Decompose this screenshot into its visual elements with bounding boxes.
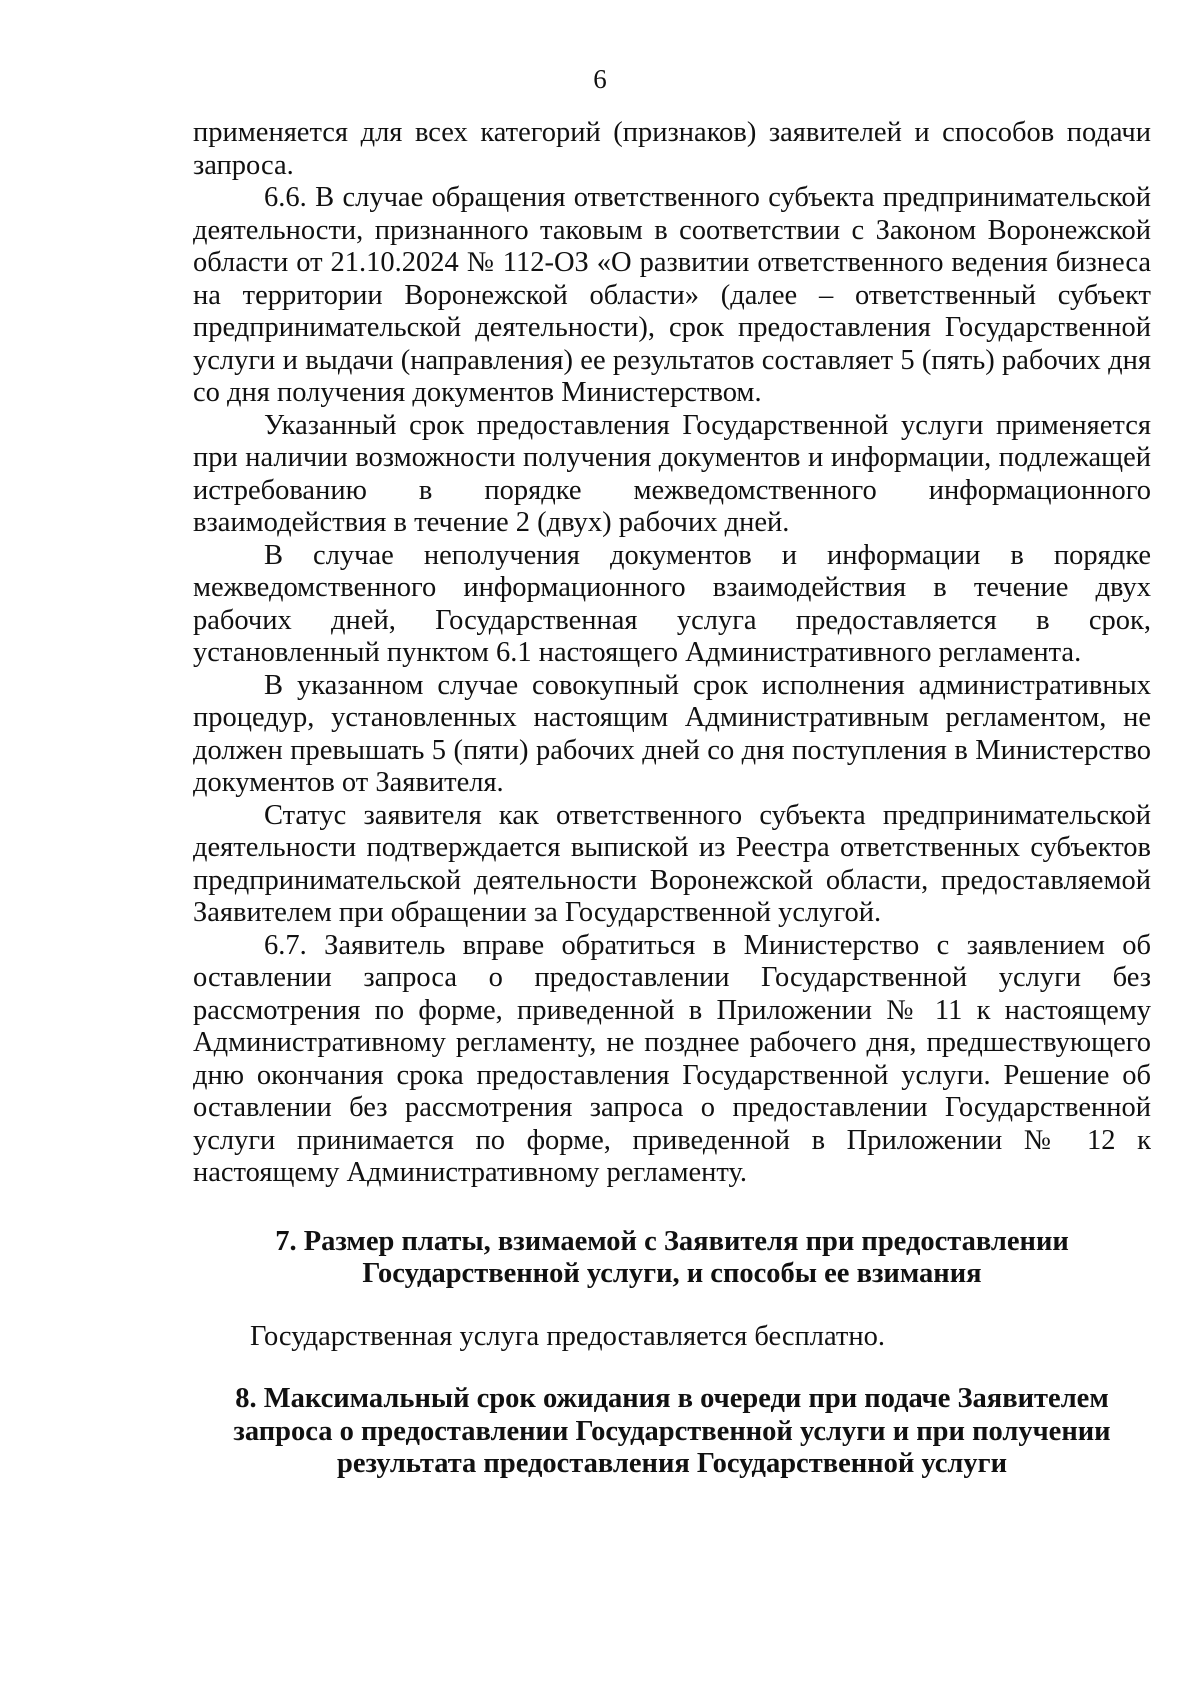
section-8-heading <box>193 1383 1151 1481</box>
section-8-heading-line-3: результата предоставления Государственной услуги <box>336 1448 1008 1479</box>
section-7-heading-line-2: Государственной услуги, и способы ее взимания <box>362 1258 982 1289</box>
paragraph-continuation: применяется для всех категорий (признаков) заявителей и способов подачи запроса. <box>193 117 1151 181</box>
paragraph-term-applies: Указанный срок предоставления Государственной услуги применяется при наличии возможности получения документов и информации, подлежащей истребованию в порядке межведомственного информационного взаимодействия в течение 2 (двух) рабочих дней. <box>193 409 1151 538</box>
paragraph-status: Статус заявителя как ответственного субъекта предпринимательской деятельности подтверждается выпиской из Реестра ответственных субъектов предпринимательской деятельности Воронежской области, предоставляемой Заявителем при обращении за Государственной услугой. <box>193 799 1151 928</box>
section-7-heading-line-1: 7. Размер платы, взимаемой с Заявителя при предоставлении <box>275 1225 1069 1257</box>
paragraph-6-7: 6.7. Заявитель вправе обратиться в Министерство с заявлением об оставлении запроса о предоставлении Государственной услуги без рассмотрения по форме, приведенной в Приложении № 11 к настоящему Административному регламенту, не позднее рабочего дня, предшествующего дню окончания срока предоставления Государственной услуги. Решение об оставлении без рассмотрения запроса о предоставлении Государственной услуги принимается по форме, приведенной в Приложении № 12 к настоящему Административному регламенту. <box>193 929 1151 1188</box>
paragraph-non-receipt: В случае неполучения документов и информации в порядке межведомственного информационного взаимодействия в течение двух рабочих дней, Государственная услуга предоставляется в срок, установленный пунктом 6.1 настоящего Административного регламента. <box>193 539 1151 668</box>
page-number: 6 <box>593 64 607 94</box>
document-body <box>193 117 1151 1481</box>
section-7-heading <box>193 1226 1151 1291</box>
paragraph-6-6: 6.6. В случае обращения ответственного субъекта предпринимательской деятельности, признанного таковым в соответствии с Законом Воронежской области от 21.10.2024 № 112-ОЗ «О развитии ответственного ведения бизнеса на территории Воронежской области» (далее – ответственный субъект предпринимательской деятельности), срок предоставления Государственной услуги и выдачи (направления) ее результатов составляет 5 (пять) рабочих дня со дня получения документов Министерством. <box>193 182 1151 408</box>
paragraph-total-term: В указанном случае совокупный срок исполнения административных процедур, установленных настоящим Административным регламентом, не должен превышать 5 (пяти) рабочих дней со дня поступления в Министерство документов от Заявителя. <box>193 669 1151 798</box>
section-7-text: Государственная услуга предоставляется бесплатно. <box>250 1320 886 1352</box>
section-8-heading-line-2: запроса о предоставлении Государственной услуги и при получении <box>233 1415 1111 1447</box>
section-8-heading-line-1: 8. Максимальный срок ожидания в очереди при подаче Заявителем <box>235 1383 1109 1414</box>
